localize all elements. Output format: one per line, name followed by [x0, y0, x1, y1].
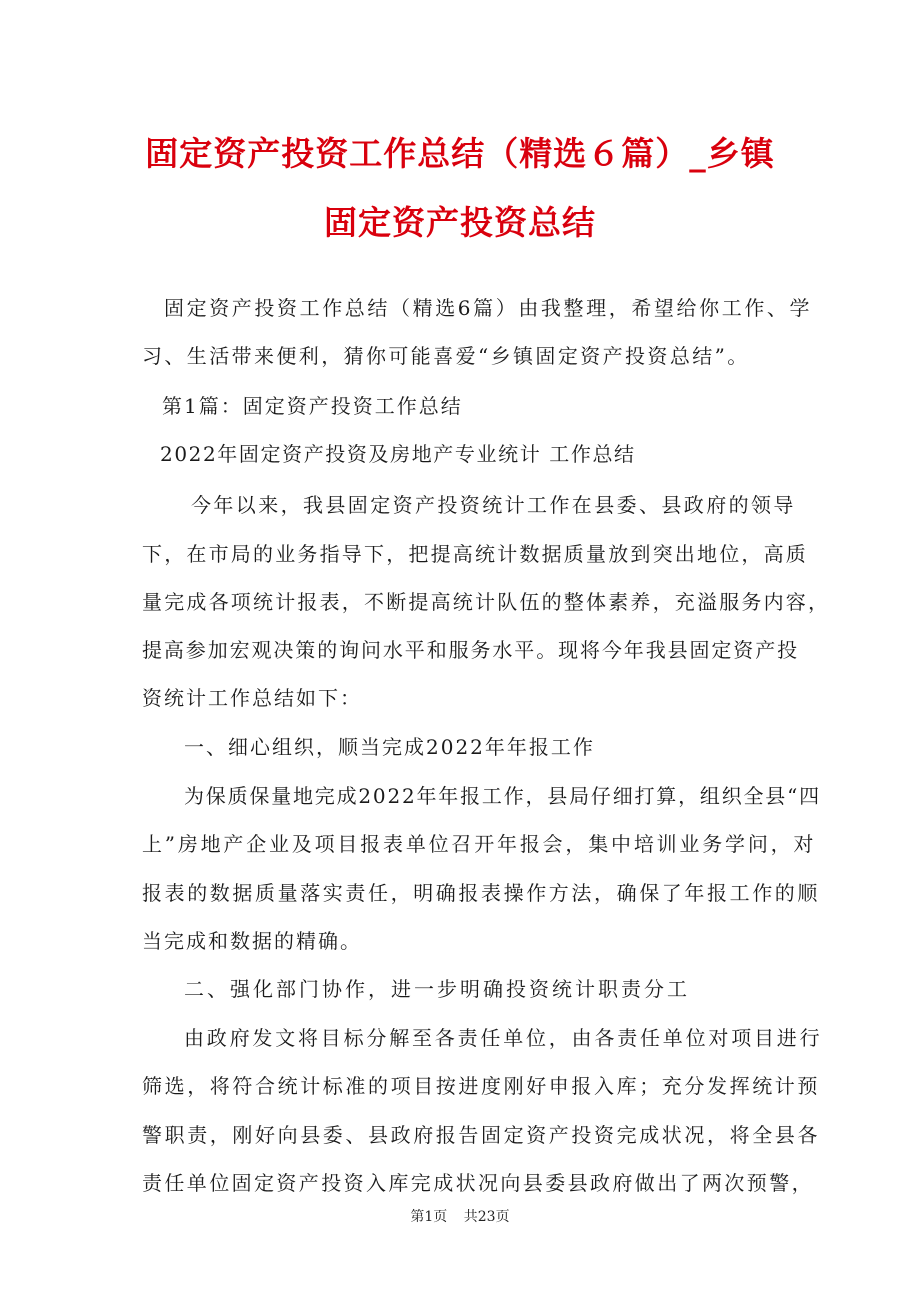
intro-paragraph-line: 习、生活带来便利，猜你可能喜爱“乡镇固定资产投资总结”。: [142, 344, 750, 368]
page-footer: [0, 1208, 920, 1226]
intro-paragraph-line: 固定资产投资工作总结（精选6篇）由我整理，希望给你工作、学: [164, 296, 813, 320]
section-heading: 第1篇：固定资产投资工作总结: [162, 394, 463, 418]
body-paragraph-line: 为保质保量地完成2022年年报工作，县局仔细打算，组织全县“四: [184, 784, 821, 808]
body-paragraph-line: 上”房地产企业及项目报表单位召开年报会，集中培训业务学问，对: [142, 832, 817, 856]
body-paragraph-line: 责任单位固定资产投资入库完成状况向县委县政府做出了两次预警，: [142, 1171, 814, 1195]
body-paragraph-line: 提高参加宏观决策的询问水平和服务水平。现将今年我县固定资产投: [142, 638, 799, 662]
document-title-line-2: 固定资产投资总结: [324, 203, 596, 242]
body-paragraph-line: 当完成和数据的精确。: [142, 929, 362, 953]
page-number: 第1页: [410, 1209, 448, 1225]
subsection-heading: 一、细心组织，顺当完成2022年年报工作: [184, 735, 595, 759]
body-paragraph-line: 筛选，将符合统计标准的项目按进度刚好申报入库；充分发挥统计预: [142, 1074, 820, 1098]
body-paragraph-line: 下，在市局的业务指导下，把提高统计数据质量放到突出地位，高质: [142, 542, 808, 566]
body-paragraph-line: 今年以来，我县固定资产投资统计工作在县委、县政府的领导: [191, 493, 796, 517]
subsection-heading: 二、强化部门协作，进一步明确投资统计职责分工: [184, 977, 690, 1001]
body-paragraph-line: 由政府发文将目标分解至各责任单位，由各责任单位对项目进行: [184, 1026, 823, 1050]
report-title: 2022年固定资产投资及房地产专业统计 工作总结: [160, 442, 636, 466]
total-pages: 共23页: [463, 1209, 510, 1225]
body-paragraph-line: 资统计工作总结如下：: [142, 686, 362, 710]
body-paragraph-line: 报表的数据质量落实责任，明确报表操作方法，确保了年报工作的顺: [142, 881, 820, 905]
body-paragraph-line: 警职责，刚好向县委、县政府报告固定资产投资完成状况，将全县各: [142, 1123, 820, 1147]
document-title-line-1: 固定资产投资工作总结（精选６篇）_乡镇: [145, 134, 775, 173]
body-paragraph-line: 量完成各项统计报表，不断提高统计队伍的整体素养，充溢服务内容，: [142, 590, 831, 614]
